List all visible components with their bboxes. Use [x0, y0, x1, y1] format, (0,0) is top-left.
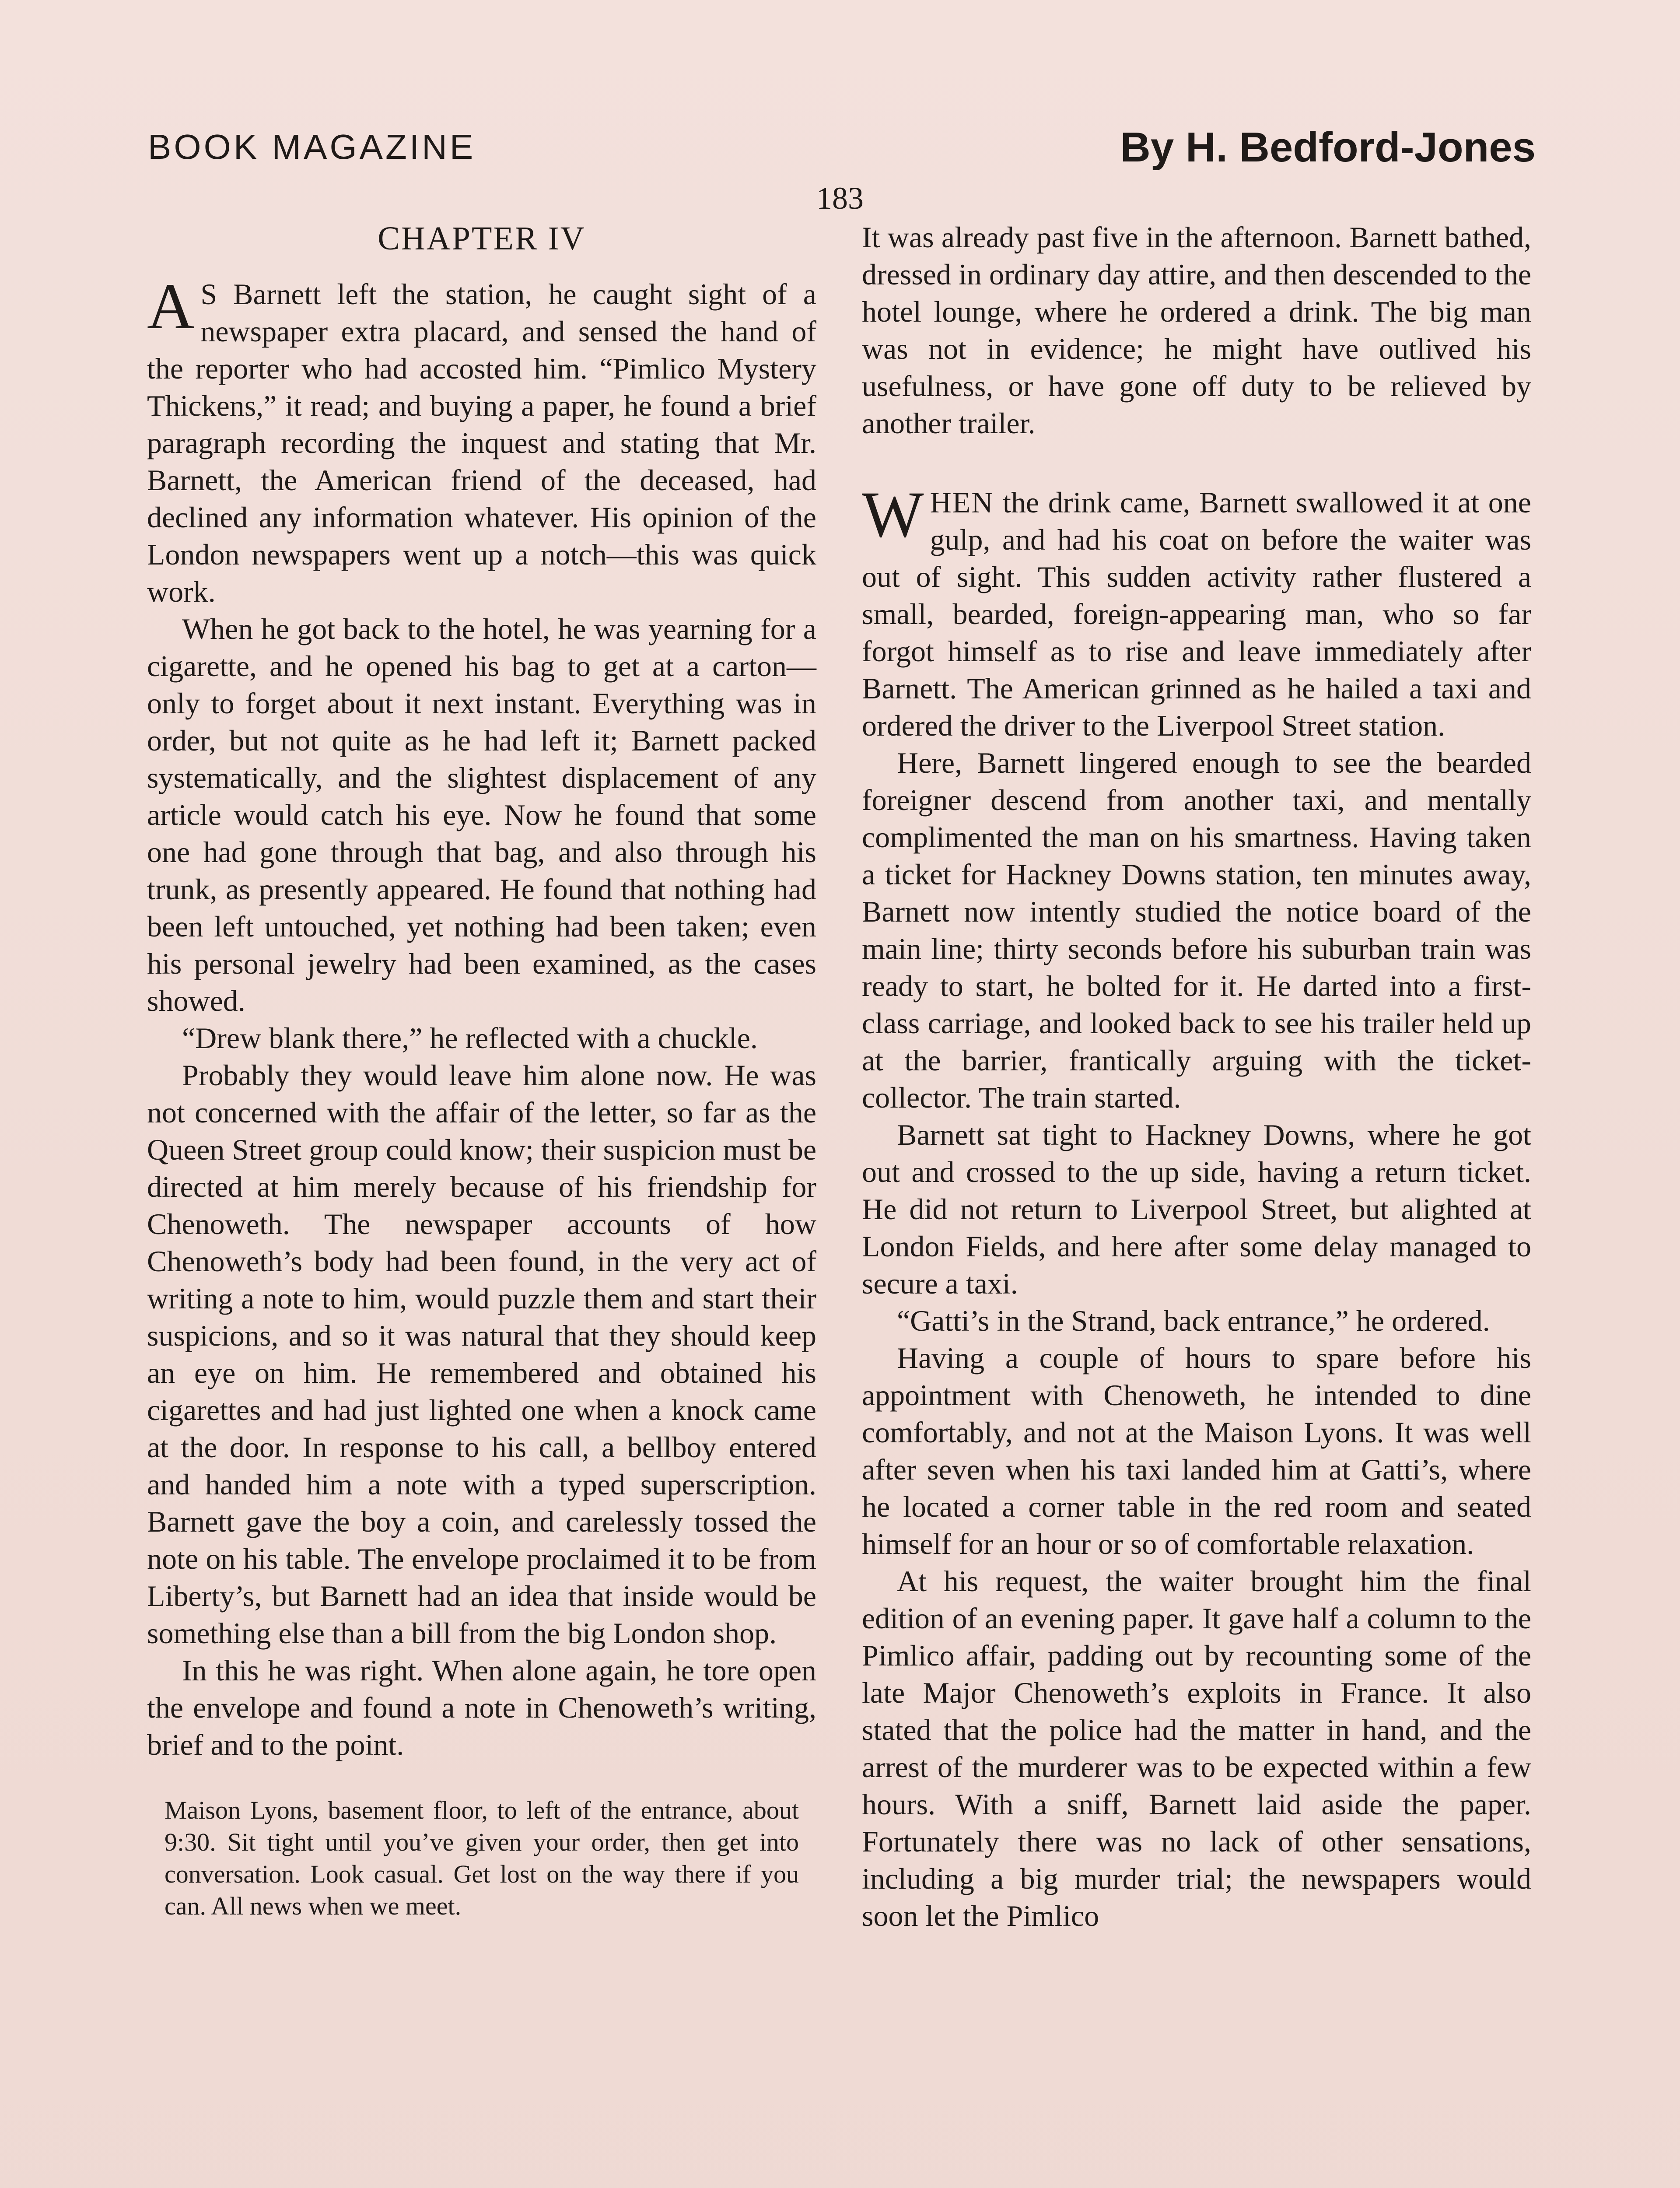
left-column	[147, 219, 816, 1922]
paragraph	[147, 270, 816, 610]
drop-cap: A	[147, 270, 195, 343]
small-caps-lead: HEN	[930, 486, 994, 519]
paragraph	[862, 478, 1531, 744]
note-text: Maison Lyons, basement floor, to left of the entrance, about 9:30. Sit tight until you’ve given your order, then get into conversation. Look casual. Get lost on the way there if you can. All news when we meet.	[164, 1796, 799, 1920]
letter-note	[147, 1794, 816, 1922]
right-column	[862, 219, 1531, 1935]
paragraph: Probably they would leave him alone now. He was not concerned with the affair of the letter, so far as the Queen Street group could know; their suspicion must be directed at him merely because of his friendship for Chenoweth. The newspaper accounts of how Chenoweth’s body had been found, in the very act of writing a note to him, would puzzle them and start their suspicions, and so it was natural that they should keep an eye on him. He remembered and obtained his cigarettes and had just lighted one when a knock came at the door. In response to his call, a bellboy entered and handed him a note with a typed superscription. Barnett gave the boy a coin, and carelessly tossed the note on his table. The envelope proclaimed it to be from Liberty’s, but Barnett had an idea that inside would be something else than a bill from the big London shop.	[147, 1059, 816, 1650]
paragraph-text: S Barnett left the station, he caught sight of a newspaper extra placard, and sensed the hand of the reporter who had accosted him. “Pimlico Mystery Thickens,” it read; and buying a paper, he found a brief paragraph recording the inquest and stating that Mr. Barnett, the American friend of the deceased, had declined any information whatever. His opinion of the London newspapers went up a notch—this was quick work.	[147, 277, 816, 608]
paragraph: In this he was right. When alone again, he tore open the envelope and found a note in Chenoweth’s writing, brief and to the point.	[147, 1654, 816, 1761]
paragraph: It was already past five in the afternoon. Barnett bathed, dressed in ordinary day attire, and then descended to the hotel lounge, where he ordered a drink. The big man was not in evidence; he might have outlived his usefulness, or have gone off duty to be relieved by another trailer.	[862, 221, 1531, 440]
paragraph: “Drew blank there,” he reflected with a chuckle.	[182, 1021, 758, 1055]
paragraph: Here, Barnett lingered enough to see the bearded foreigner descend from another taxi, and mentally complimented the man on his smartness. Having taken a ticket for Hackney Downs station, ten minutes away, Barnett now intently studied the notice board of the main line; thirty seconds before his suburban train was ready to start, he bolted for it. He darted into a first-class carriage, and looked back to see his trailer held up at the barrier, frantically arguing with the ticket-collector. The train started.	[862, 746, 1531, 1114]
page-number: 183	[816, 181, 864, 216]
paragraph-text: the drink came, Barnett swallowed it at one gulp, and had his coat on before the waiter was out of sight. This sudden activity rather flustered a small, bearded, foreign-appearing man, who so far forgot himself as to rise and leave immediately after Barnett. The American grinned as he hailed a taxi and ordered the driver to the Liverpool Street station.	[862, 486, 1531, 742]
magazine-title: BOOK MAGAZINE	[148, 127, 476, 166]
section-break	[862, 442, 1531, 484]
paragraph: Barnett sat tight to Hackney Downs, where he got out and crossed to the up side, having a return ticket. He did not return to Liverpool Street, but alighted at London Fields, and here after some delay managed to secure a taxi.	[862, 1118, 1531, 1300]
chapter-title: CHAPTER IV	[378, 220, 586, 257]
paragraph: When he got back to the hotel, he was yearning for a cigarette, and he opened his bag to get at a carton—only to forget about it next instant. Everything was in order, but not quite as he had left it; Barnett packed systematically, and the slightest displacement of any article would catch his eye. Now he found that some one had gone through that bag, and also through his trunk, as presently appeared. He found that nothing had been left untouched, yet nothing had been taken; even his personal jewelry had been examined, as the cases showed.	[147, 612, 816, 1017]
paragraph: “Gatti’s in the Strand, back entrance,” he ordered.	[897, 1304, 1490, 1337]
author-byline: By H. Bedford-Jones	[1120, 124, 1536, 171]
paragraph: At his request, the waiter brought him the final edition of an evening paper. It gave half a column to the Pimlico affair, padding out by recounting some of the late Major Chenoweth’s exploits in France. It also stated that the police had the matter in hand, and the arrest of the murderer was to be expected within a few hours. With a sniff, Barnett laid aside the paper. Fortunately there was no lack of other sensations, including a big murder trial; the newspapers would soon let the Pimlico	[862, 1564, 1531, 1932]
paragraph: Having a couple of hours to spare before his appointment with Chenoweth, he intended to dine comfortably, and not at the Maison Lyons. It was well after seven when his taxi landed him at Gatti’s, where he located a corner table in the red room and seated himself for an hour or so of comfortable relaxation.	[862, 1341, 1531, 1560]
drop-cap: W	[862, 478, 924, 551]
